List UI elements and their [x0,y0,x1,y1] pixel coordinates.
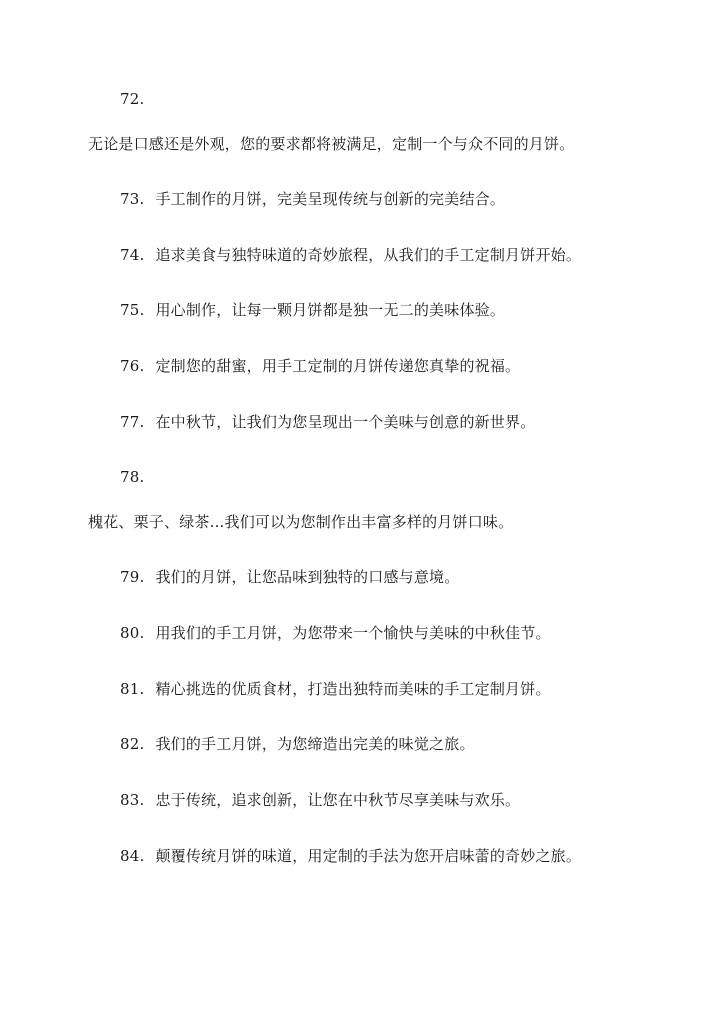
list-item-84 [120,846,581,866]
list-item-82 [120,734,475,754]
item-text: 无论是口感还是外观，您的要求都将被满足，定制一个与众不同的月饼。 [88,135,575,153]
item-text: 精心挑选的优质食材，打造出独特而美味的手工定制月饼。 [155,680,551,698]
list-item-79 [120,567,459,587]
item-number: 76. [120,357,145,375]
item-text: 用心制作，让每一颗月饼都是独一无二的美味体验。 [155,301,506,319]
item-text: 我们的月饼，让您品味到独特的口感与意境。 [155,568,460,586]
item-text: 手工制作的月饼，完美呈现传统与创新的完美结合。 [155,190,506,208]
item-text: 忠于传统，追求创新，让您在中秋节尽享美味与欢乐。 [155,791,521,809]
item-text: 槐花、栗子、绿茶...我们可以为您制作出丰富多样的月饼口味。 [88,513,514,531]
item-number: 80. [120,624,145,642]
list-item-75 [120,300,505,320]
list-item-76 [120,356,520,376]
item-text: 我们的手工月饼，为您缔造出完美的味觉之旅。 [155,735,475,753]
list-item-77 [120,412,535,432]
item-number: 79. [120,568,145,586]
item-text: 颠覆传统月饼的味道，用定制的手法为您开启味蕾的奇妙之旅。 [155,847,582,865]
item-text: 用我们的手工月饼，为您带来一个愉快与美味的中秋佳节。 [155,624,551,642]
item-number: 75. [120,301,145,319]
item-number: 77. [120,413,145,431]
item-number: 78. [120,468,145,486]
item-number: 84. [120,847,145,865]
list-item-72 [120,89,150,109]
list-item-78-text [88,512,513,532]
list-item-80 [120,623,551,643]
item-number: 74. [120,246,145,264]
item-text: 定制您的甜蜜，用手工定制的月饼传递您真挚的祝福。 [155,357,521,375]
item-number: 82. [120,735,145,753]
item-number: 83. [120,791,145,809]
item-number: 73. [120,190,145,208]
list-item-74 [120,245,581,265]
list-item-81 [120,679,551,699]
item-text: 追求美食与独特味道的奇妙旅程，从我们的手工定制月饼开始。 [155,246,582,264]
list-item-72-text [88,134,574,154]
item-number: 81. [120,680,145,698]
item-text: 在中秋节，让我们为您呈现出一个美味与创意的新世界。 [155,413,536,431]
list-item-83 [120,790,520,810]
item-number: 72. [120,90,145,108]
list-item-78 [120,467,150,487]
list-item-73 [120,189,505,209]
